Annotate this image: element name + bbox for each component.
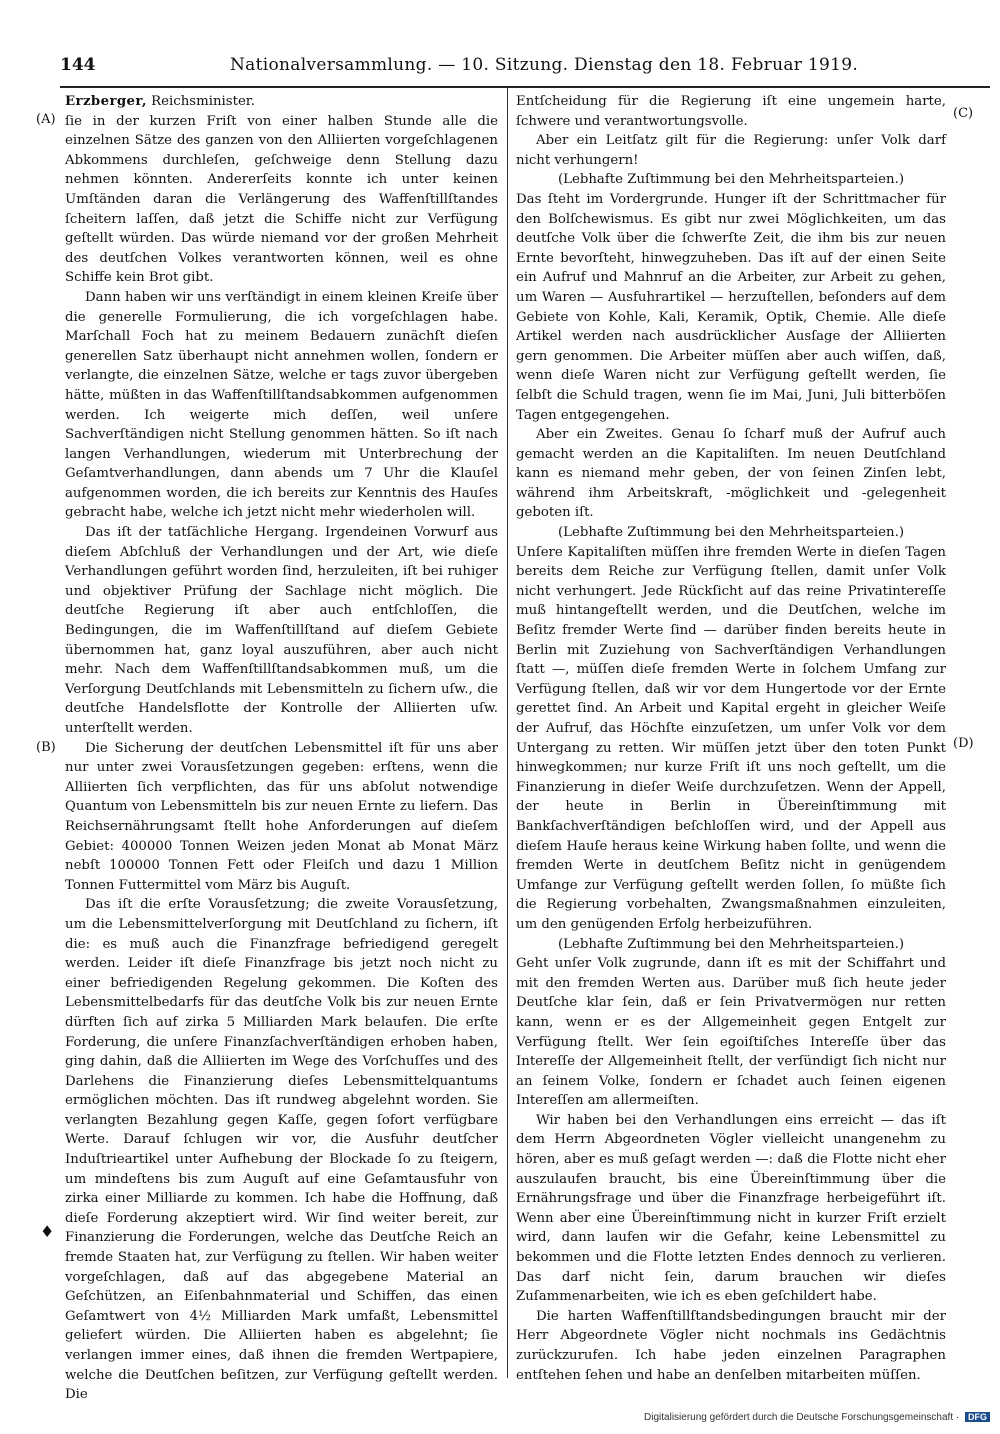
digitization-credit [644, 1412, 990, 1423]
interjection: (Lebhafte Zuſtimmung bei den Mehrheitsparteien.) [557, 936, 905, 952]
paragraph: Entſcheidung für die Regierung iſt eine ungemein harte, ſchwere und verantwortungsvolle. [516, 94, 946, 129]
header-rule [60, 86, 990, 88]
credit-text: Digitalisierung gefördert durch die Deutsche Forschungsgemeinschaft · [644, 1412, 960, 1423]
paragraph: Aber ein Leitſatz gilt für die Regierung: unſer Volk darf nicht verhungern! [516, 133, 946, 168]
page-title: Nationalversammlung. — 10. Sitzung. Dienstag den 18. Februar 1919. [230, 55, 859, 75]
speaker-role: Reichsminister. [151, 94, 255, 109]
margin-mark-a: (A) [36, 112, 56, 127]
margin-mark-b: (B) [36, 740, 56, 755]
paragraph: Geht unſer Volk zugrunde, dann iſt es mit der Schiffahrt und mit den fremden Werten aus. Darüber muß ſich heute jeder Deutſche klar ſein, daß er ſein Privatvermögen nur retten kann, wenn er es der Allgemeinheit gegen Entgelt zur Verfügung ſtellt. Wer ſein egoiſtiſches Intereſſe über das Intereſſe der Allgemeinheit ſtellt, der verſündigt ſich nicht nur an ſeinem Volke, ſondern er ſchadet auch ſeinen eigenen Intereſſen am allermeiſten. [516, 956, 946, 1109]
page-number: 144 [60, 55, 96, 75]
paragraph: Dann haben wir uns verſtändigt in einem kleinen Kreiſe über die generelle Formulierung, die ich vorgeſchlagen habe. Marſchall Foch hat zu meinem Bedauern zunächſt dieſen generellen Satz überhaupt nicht annehmen wollen, ſondern er verlangte, die einzelnen Sätze, welche er tags zuvor übergeben hätte, müßten in das Waffenſtillſtandsabkommen aufgenommen werden. Ich weigerte mich deſſen, weil unſere Sachverſtändigen nicht Stellung genommen hätten. So iſt nach langen Verhandlungen, wiederum mit Unterbrechung der Geſamtverhandlungen, dann abends um 7 Uhr die Klauſel aufgenommen worden, die ich bereits zur Kenntnis des Hauſes gebracht habe, welche ich jetzt nicht mehr wiederholen will. [65, 289, 498, 521]
paragraph: Das iſt der tatſächliche Hergang. Irgendeinen Vorwurf aus dieſem Abſchluß der Verhandlungen und der Art, wie dieſe Verhandlungen geführt worden ſind, herzuleiten, iſt bei ruhiger und objektiver Prüfung der Sachlage nicht möglich. Die deutſche Regierung iſt aber auch entſchloſſen, die Bedingungen, die im Waffenſtillſtand auf dieſem Gebiete übernommen hat, ganz loyal auszuführen, aber auch nicht mehr. Nach dem Waffenſtillſtandsabkommen muß, um die Verſorgung Deutſchlands mit Lebensmitteln zu ſichern uſw., die deutſche Handelsflotte der Kontrolle der Alliierten uſw. unterſtellt werden. [65, 525, 498, 736]
margin-mark-c: (C) [953, 106, 974, 121]
column-divider [507, 88, 508, 1378]
dfg-logo: DFG [965, 1412, 990, 1422]
left-column [65, 92, 498, 1405]
right-column [516, 92, 946, 1385]
margin-dagger-mark: ♦ [40, 1222, 55, 1241]
margin-mark-d: (D) [953, 736, 974, 751]
paragraph: Die harten Waffenſtillſtandsbedingungen braucht mir der Herr Abgeordnete Vögler nicht nochmals ins Gedächtnis zurückzurufen. Ich habe jeden einzelnen Paragraphen entſtehen ſehen und habe an denſelben mitarbeiten müſſen. [516, 1308, 946, 1383]
speaker-line [65, 92, 498, 112]
paragraph: Das ſteht im Vordergrunde. Hunger iſt der Schrittmacher für den Bolſchewismus. Es gibt nur zwei Möglichkeiten, um das deutſche Volk über die ſchwerſte Zeit, die ihm bis zur neuen Ernte bevorſteht, hinwegzuheben. Das iſt auf der einen Seite ein Aufruf und Mahnruf an die Arbeiter, zur Arbeit zu gehen, um Waren — Ausfuhrartikel — herzuſtellen, beſonders auf dem Gebiete von Kohle, Kali, Keramik, Optik, Chemie. Alle dieſe Artikel werden nach ausdrücklicher Ausſage der Alliierten gern genommen. Die Arbeiter müſſen aber auch wiſſen, daß, wenn dieſe Waren nicht zur Verfügung geſtellt werden, ſie ſelbſt die Schuld tragen, wenn ſie im Mai, Juni, Juli bitterböſen Tagen entgegengehen. [516, 191, 946, 423]
interjection: (Lebhafte Zuſtimmung bei den Mehrheitsparteien.) [557, 525, 905, 541]
paragraph: Aber ein Zweites. Genau ſo ſcharf muß der Aufruf auch gemacht werden an die Kapitaliſten. Im neuen Deutſchland kann es niemand mehr geben, der von ſeinen Zinſen lebt, während ihm Arbeitskraft, -möglichkeit und -gelegenheit geboten iſt. [516, 427, 946, 521]
interjection: (Lebhafte Zuſtimmung bei den Mehrheitsparteien.) [557, 172, 905, 188]
paragraph: Die Sicherung der deutſchen Lebensmittel iſt für uns aber nur unter zwei Vorausſetzungen gegeben: erſtens, wenn die Alliierten ſich verpflichten, das für uns abſolut notwendige Quantum von Lebensmitteln bis zur neuen Ernte zu liefern. Das Reichsernährungsamt ſtellt hohe Anforderungen auf dieſem Gebiet: 400000 Tonnen Weizen jeden Monat ab Monat März nebſt 100000 Tonnen Fett oder Fleiſch und dazu 1 Million Tonnen Futtermittel vom März bis Auguſt. [65, 740, 498, 893]
paragraph: Wir haben bei den Verhandlungen eins erreicht — das iſt dem Herrn Abgeordneten Vögler vielleicht unangenehm zu hören, aber es muß geſagt werden —: daß die Flotte nicht eher auszulaufen braucht, bis eine Übereinſtimmung über die Ernährungsfrage und über die Finanzfrage herbeigeführt iſt. Wenn aber eine Übereinſtimmung nicht in kurzer Friſt erzielt wird, dann laufen wir die Gefahr, keine Lebensmittel zu bekommen und die Flotte letzten Endes dennoch zu verlieren. Das darf nicht ſein, darum brauchen wir dieſes Zuſammenarbeiten, wie ich es eben geſchildert habe. [516, 1112, 946, 1305]
page-header [60, 55, 990, 83]
paragraph: ſie in der kurzen Friſt von einer halben Stunde alle die einzelnen Sätze des ganzen von den Alliierten vorgeſchlagenen Abkommens durchleſen, geſchweige denn Stellung dazu nehmen könnten. Andererſeits konnte ich unter keinen Umſtänden daran die Verlängerung des Waffenſtillſtandes ſcheitern laſſen, daß jetzt die Schiffe nicht zur Verfügung geſtellt würden. Das würde niemand vor der großen Mehrheit des deutſchen Volkes verantworten können, weil es ohne Schiffe kein Brot gibt. [65, 113, 498, 286]
speaker-name: Erzberger, [65, 94, 147, 109]
paragraph: Unſere Kapitaliſten müſſen ihre fremden Werte in dieſen Tagen bereits dem Reiche zur Verfügung ſtellen, damit unſer Volk nicht verhungert. Jede Rückſicht auf das reine Privatintereſſe muß hintangeſtellt werden, und die Deutſchen, welche im Beſitz fremder Werte ſind — darüber finden bereits heute in Berlin mit Zuziehung von Sachverſtändigen Verhandlungen ſtatt —, müſſen dieſe fremden Werte in ſolchem Umfang zur Verfügung ſtellen, daß wir vor dem Hungertode vor der Ernte gerettet ſind. An Arbeit und Kapital ergeht in gleicher Weiſe der Aufruf, das Höchſte einzuſetzen, um unſer Volk vor dem Untergang zu retten. Wir müſſen jetzt über den toten Punkt hinwegkommen; nur kurze Friſt iſt uns noch geſtellt, um die Finanzierung in dieſer Weiſe durchzuſetzen. Wenn der Appell, der heute in Berlin in Übereinſtimmung mit Bankſachverſtändigen beſchloſſen wird, und der Appell aus dieſem Hauſe heraus keine Wirkung haben ſollte, und wenn die fremden Werte in deutſchem Beſitz nicht in genügendem Umfange zur Verfügung geſtellt werden ſollen, ſo müßte ſich die Regierung vorbehalten, Zwangsmaßnahmen einzuleiten, um den genügenden Erfolg herbeizuführen. [516, 544, 946, 932]
paragraph: Das iſt die erſte Vorausſetzung; die zweite Vorausſetzung, um die Lebensmittelverſorgung mit Deutſchland zu ſichern, iſt die: es muß auch die Finanzfrage befriedigend geregelt werden. Leider iſt dieſe Finanzfrage bis jetzt noch nicht zu einer befriedigenden Regelung gekommen. Die Koſten des Lebensmittelbedarfs für das deutſche Volk bis zur neuen Ernte dürften ſich auf zirka 5 Milliarden Mark belaufen. Die erſte Forderung, die unſere Finanzſachverſtändigen erhoben haben, ging dahin, daß die Alliierten im Wege des Vorſchuſſes und des Darlehens die Finanzierung dieſes Lebensmittelquantums ermöglichen möchten. Das iſt rundweg abgelehnt worden. Sie verlangten Bezahlung gegen Kaſſe, gegen ſofort verfügbare Werte. Darauf ſchlugen wir vor, die Ausfuhr deutſcher Induſtrieartikel unter Aufhebung der Blockade ſo zu ſteigern, um mindeſtens bis zum Auguſt auf eine Geſamtausfuhr von zirka einer Milliarde zu kommen. Ich habe die Hoffnung, daß dieſe Forderung akzeptiert wird. Wir ſind weiter bereit, zur Finanzierung die Forderungen, welche das Deutſche Reich an fremde Staaten hat, zur Verfügung zu ſtellen. Wir haben weiter vorgeſchlagen, daß auf das abgegebene Material an Geſchützen, an Eiſenbahnmaterial und Schiffen, das einen Geſamtwert von 4½ Milliarden Mark umfaßt, Lebensmittel geliefert würden. Die Alliierten haben es abgelehnt; ſie verlangen immer eines, daß ihnen die fremden Wertpapiere, welche die Deutſchen beſitzen, zur Verfügung geſtellt werden. Die [65, 897, 498, 1403]
